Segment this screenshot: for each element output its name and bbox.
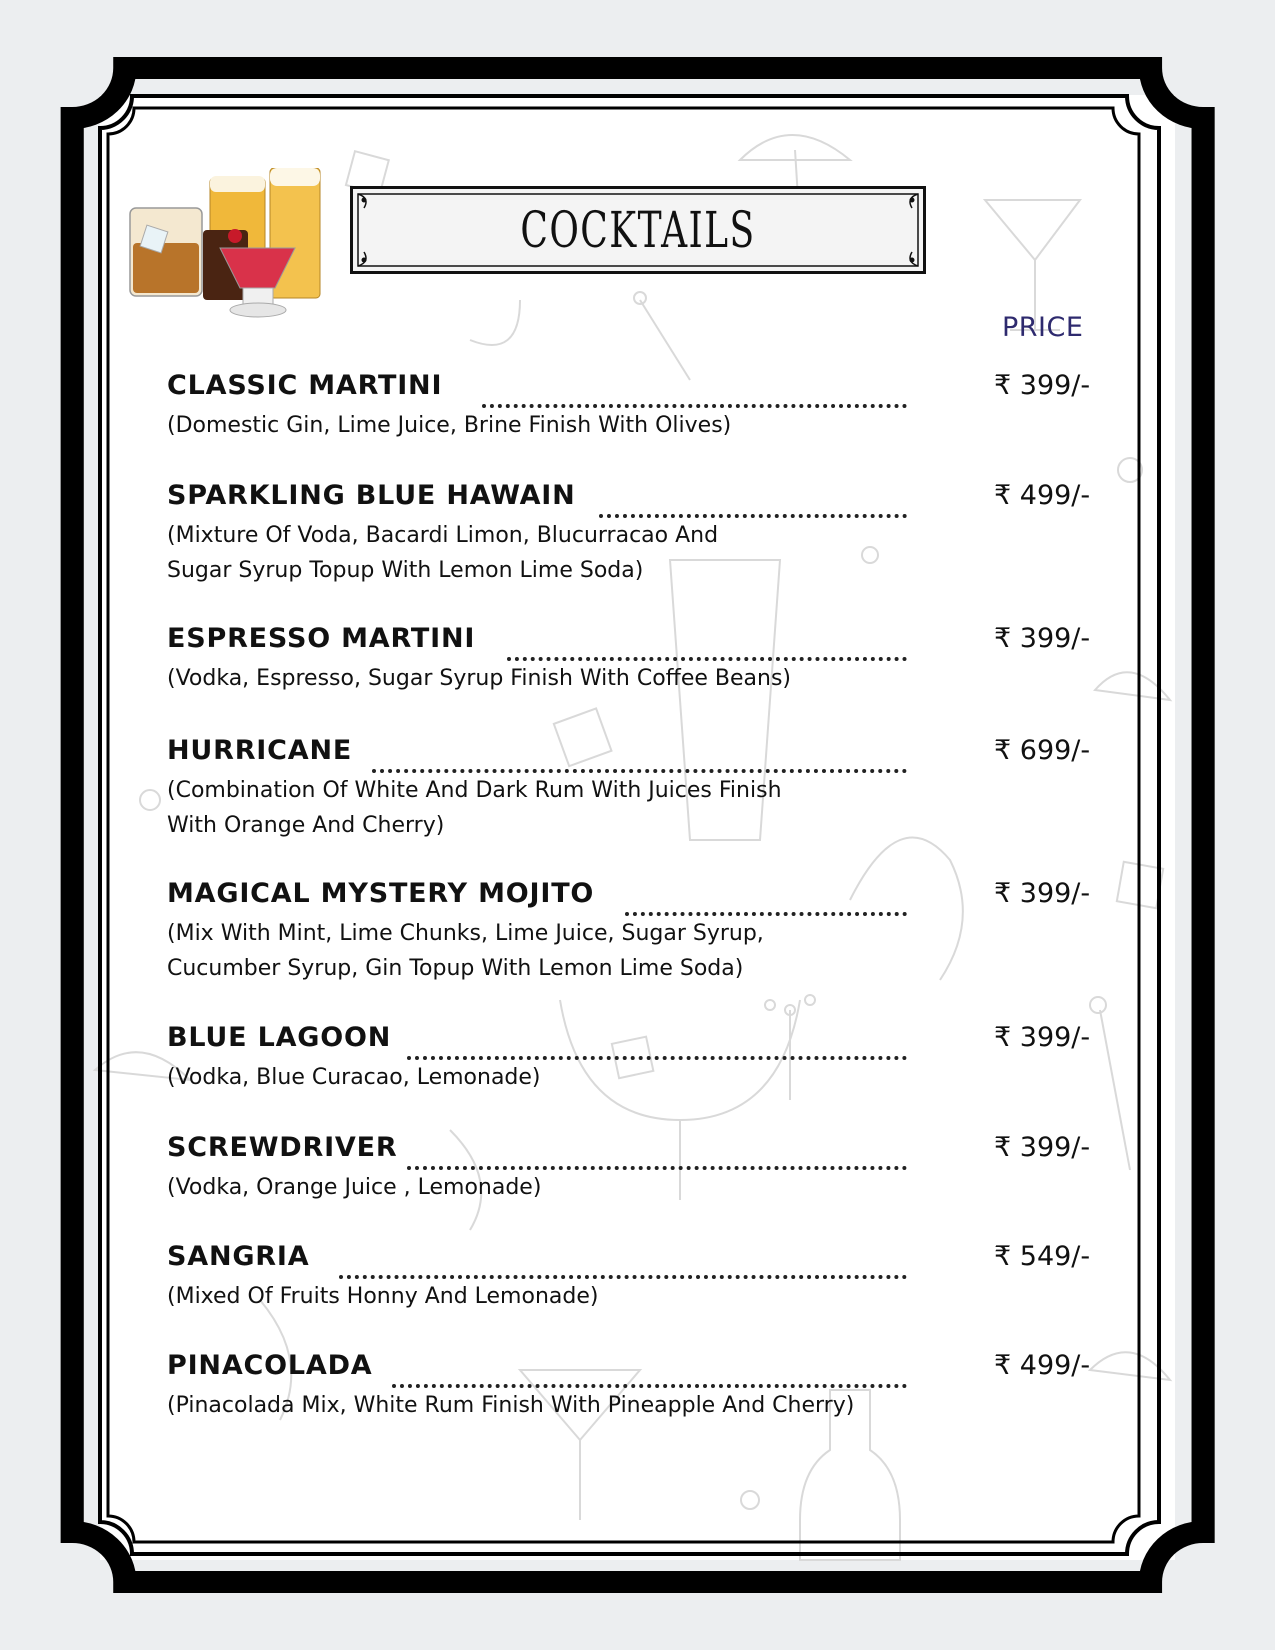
description-line: (Pinacolada Mix, White Rum Finish With Pineapple And Cherry) bbox=[167, 1393, 855, 1418]
dot-leader bbox=[507, 623, 907, 661]
dot-leader bbox=[407, 1132, 907, 1170]
item-name: ESPRESSO MARTINI bbox=[167, 623, 476, 654]
item-description bbox=[167, 1060, 927, 1095]
menu-item bbox=[167, 480, 1107, 588]
description-line: (Mixed Of Fruits Honny And Lemonade) bbox=[167, 1284, 599, 1309]
item-description bbox=[167, 1279, 927, 1314]
menu-item bbox=[167, 1132, 1107, 1205]
description-line: (Vodka, Espresso, Sugar Syrup Finish With Coffee Beans) bbox=[167, 666, 791, 691]
menu-item bbox=[167, 1241, 1107, 1314]
dot-leader bbox=[339, 1241, 907, 1279]
item-description bbox=[167, 661, 927, 696]
description-line: (Combination Of White And Dark Rum With Juices Finish bbox=[167, 778, 782, 803]
description-line: (Vodka, Orange Juice , Lemonade) bbox=[167, 1175, 542, 1200]
item-name: CLASSIC MARTINI bbox=[167, 370, 443, 401]
item-description bbox=[167, 518, 927, 588]
dot-leader bbox=[372, 735, 907, 773]
description-line: Cucumber Syrup, Gin Topup With Lemon Lime Soda) bbox=[167, 956, 744, 981]
menu-item bbox=[167, 1022, 1107, 1095]
item-description bbox=[167, 916, 927, 986]
menu-item bbox=[167, 735, 1107, 843]
item-price: ₹ 499/- bbox=[994, 1350, 1091, 1381]
item-price: ₹ 399/- bbox=[994, 370, 1091, 401]
item-description bbox=[167, 1388, 927, 1423]
price-column-header: PRICE bbox=[1002, 312, 1084, 343]
item-price: ₹ 399/- bbox=[994, 1132, 1091, 1163]
item-name: MAGICAL MYSTERY MOJITO bbox=[167, 878, 595, 909]
description-line: Sugar Syrup Topup With Lemon Lime Soda) bbox=[167, 558, 644, 583]
item-price: ₹ 549/- bbox=[994, 1241, 1091, 1272]
page-title: COCKTAILS bbox=[520, 201, 756, 259]
item-price: ₹ 399/- bbox=[994, 878, 1091, 909]
item-price: ₹ 399/- bbox=[994, 1022, 1091, 1053]
dot-leader bbox=[599, 480, 907, 518]
cocktail-glasses-photo bbox=[125, 168, 325, 328]
menu-item bbox=[167, 1350, 1107, 1423]
item-price: ₹ 399/- bbox=[994, 623, 1091, 654]
item-description bbox=[167, 408, 927, 443]
item-name: BLUE LAGOON bbox=[167, 1022, 392, 1053]
description-line: (Domestic Gin, Lime Juice, Brine Finish With Olives) bbox=[167, 413, 732, 438]
dot-leader bbox=[625, 878, 907, 916]
item-name: HURRICANE bbox=[167, 735, 353, 766]
dot-leader bbox=[482, 370, 907, 408]
item-name: PINACOLADA bbox=[167, 1350, 373, 1381]
menu-item bbox=[167, 370, 1107, 443]
item-price: ₹ 499/- bbox=[994, 480, 1091, 511]
description-line: (Mix With Mint, Lime Chunks, Lime Juice, Sugar Syrup, bbox=[167, 921, 764, 946]
item-name: SPARKLING BLUE HAWAIN bbox=[167, 480, 576, 511]
item-description bbox=[167, 773, 927, 843]
menu-item bbox=[167, 623, 1107, 696]
description-line: (Vodka, Blue Curacao, Lemonade) bbox=[167, 1065, 541, 1090]
item-name: SCREWDRIVER bbox=[167, 1132, 398, 1163]
item-price: ₹ 699/- bbox=[994, 735, 1091, 766]
dot-leader bbox=[407, 1022, 907, 1060]
description-line: (Mixture Of Voda, Bacardi Limon, Blucurracao And bbox=[167, 523, 719, 548]
title-banner bbox=[350, 186, 926, 274]
description-line: With Orange And Cherry) bbox=[167, 813, 445, 838]
menu-item bbox=[167, 878, 1107, 986]
item-name: SANGRIA bbox=[167, 1241, 310, 1272]
dot-leader bbox=[392, 1350, 907, 1388]
item-description bbox=[167, 1170, 927, 1205]
